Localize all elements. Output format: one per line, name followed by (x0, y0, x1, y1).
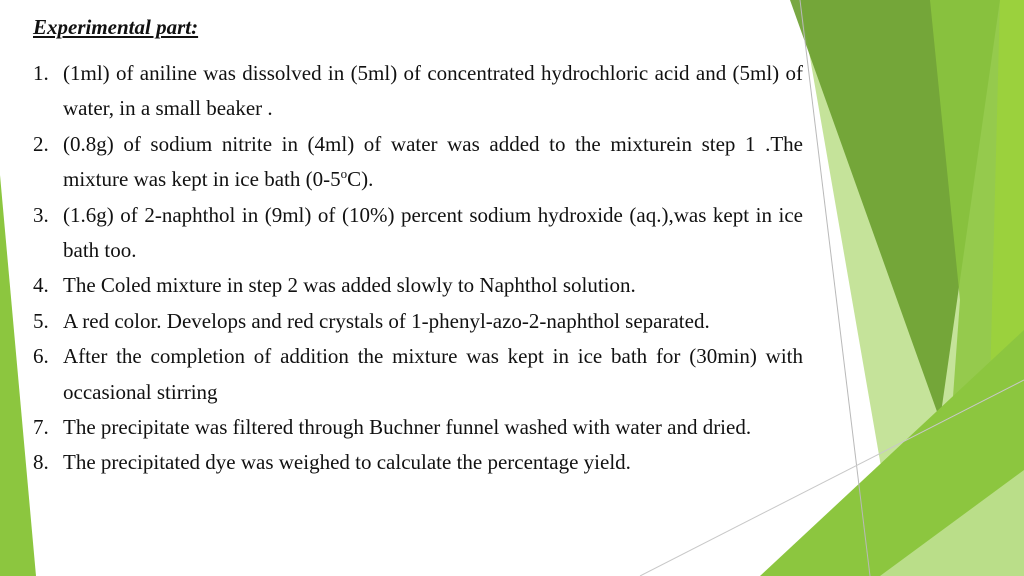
slide-content (33, 12, 803, 481)
list-item-text (63, 132, 803, 191)
list-item (33, 339, 803, 410)
list-item-text: (1ml) of aniline was dissolved in (5ml) of concentrated hydrochloric acid and (5ml) of water, in a small beaker . (63, 61, 803, 121)
list-item-text: The Coled mixture in step 2 was added slowly to Naphthol solution. (63, 273, 636, 298)
slide-heading: Experimental part: (33, 15, 199, 39)
list-item (33, 127, 803, 198)
list-item-text: The precipitated dye was weighed to calculate the percentage yield. (63, 450, 631, 475)
list-number: 8. (33, 450, 49, 475)
list-number: 1. (33, 61, 49, 85)
list-item-text-part: C). (347, 167, 374, 192)
list-item (33, 410, 803, 445)
left-edge-accent (0, 175, 36, 576)
procedure-list (33, 56, 803, 481)
list-item-text: After the completion of addition the mixture was kept in ice bath for (30min) with occasional stirring (63, 344, 803, 404)
list-item-text-part: (0.8g) of sodium nitrite in (4ml) of water was added to the mixturein step 1 .The mixture was kept in ice bath (0-5 (63, 131, 803, 192)
list-item (33, 304, 803, 339)
list-number: 7. (33, 415, 49, 440)
list-number: 2. (33, 131, 49, 156)
list-number: 5. (33, 308, 49, 333)
list-item (33, 445, 803, 480)
list-item (33, 56, 803, 127)
list-number: 6. (33, 344, 49, 369)
list-item (33, 198, 803, 269)
list-number: 4. (33, 273, 49, 298)
list-item (33, 268, 803, 303)
list-item-text: A red color. Develops and red crystals of 1-phenyl-azo-2-naphthol separated. (63, 308, 710, 333)
list-item-text: (1.6g) of 2-naphthol in (9ml) of (10%) percent sodium hydroxide (aq.),was kept in ice bath too. (63, 202, 803, 263)
list-item-text: The precipitate was filtered through Buchner funnel washed with water and dried. (63, 415, 752, 440)
degree-superscript: o (340, 166, 348, 182)
list-number: 3. (33, 202, 49, 227)
